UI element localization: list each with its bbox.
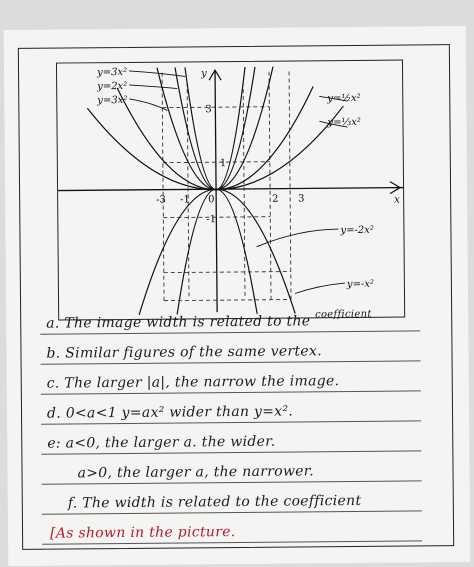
label-neg2: y=-2x²	[340, 224, 374, 237]
tick-3: 3	[298, 193, 305, 205]
note-red: [As shown in the picture.	[49, 524, 236, 542]
note-c: c. The larger |a|, the narrow the image.	[46, 373, 340, 392]
note-e: e: a<0, the larger a. the wider.	[47, 433, 276, 452]
label-neg1: y=-x²	[346, 278, 375, 291]
note-a-superscript: coefficient	[315, 308, 372, 321]
tick-y1: 1	[219, 158, 227, 170]
tick-neg1: -1	[180, 194, 190, 206]
tick-neg3: -3	[156, 194, 166, 206]
label-left-1: y=3x²	[96, 66, 128, 79]
note-b: b. Similar figures of the same vertex.	[46, 343, 322, 362]
y-axis	[215, 70, 217, 312]
label-half: y=½x²	[327, 92, 361, 105]
guide-lines	[162, 72, 291, 303]
tick-2: 2	[272, 193, 279, 205]
note-f: f. The width is related to the coefficient	[67, 492, 362, 512]
tick-y3: 3	[205, 104, 212, 116]
graph-box	[56, 60, 405, 321]
note-e2: a>0, the larger a, the narrower.	[77, 463, 315, 482]
label-third: y=⅓x²	[327, 116, 361, 129]
paper-sheet	[4, 26, 471, 566]
axis-y-label: y	[201, 68, 207, 80]
note-a: a. The image width is related to the $^{coefficient}$	[46, 308, 372, 332]
tick-yneg1: -1	[206, 214, 217, 226]
parabola-graph	[57, 61, 404, 320]
origin-label: 0	[208, 194, 215, 206]
axis-x-label: x	[394, 194, 400, 206]
label-left-3: y=3x²	[97, 94, 128, 107]
note-d: d. 0<a<1 y=ax² wider than y=x².	[46, 403, 294, 422]
label-left-2: y=2x²	[97, 80, 128, 93]
